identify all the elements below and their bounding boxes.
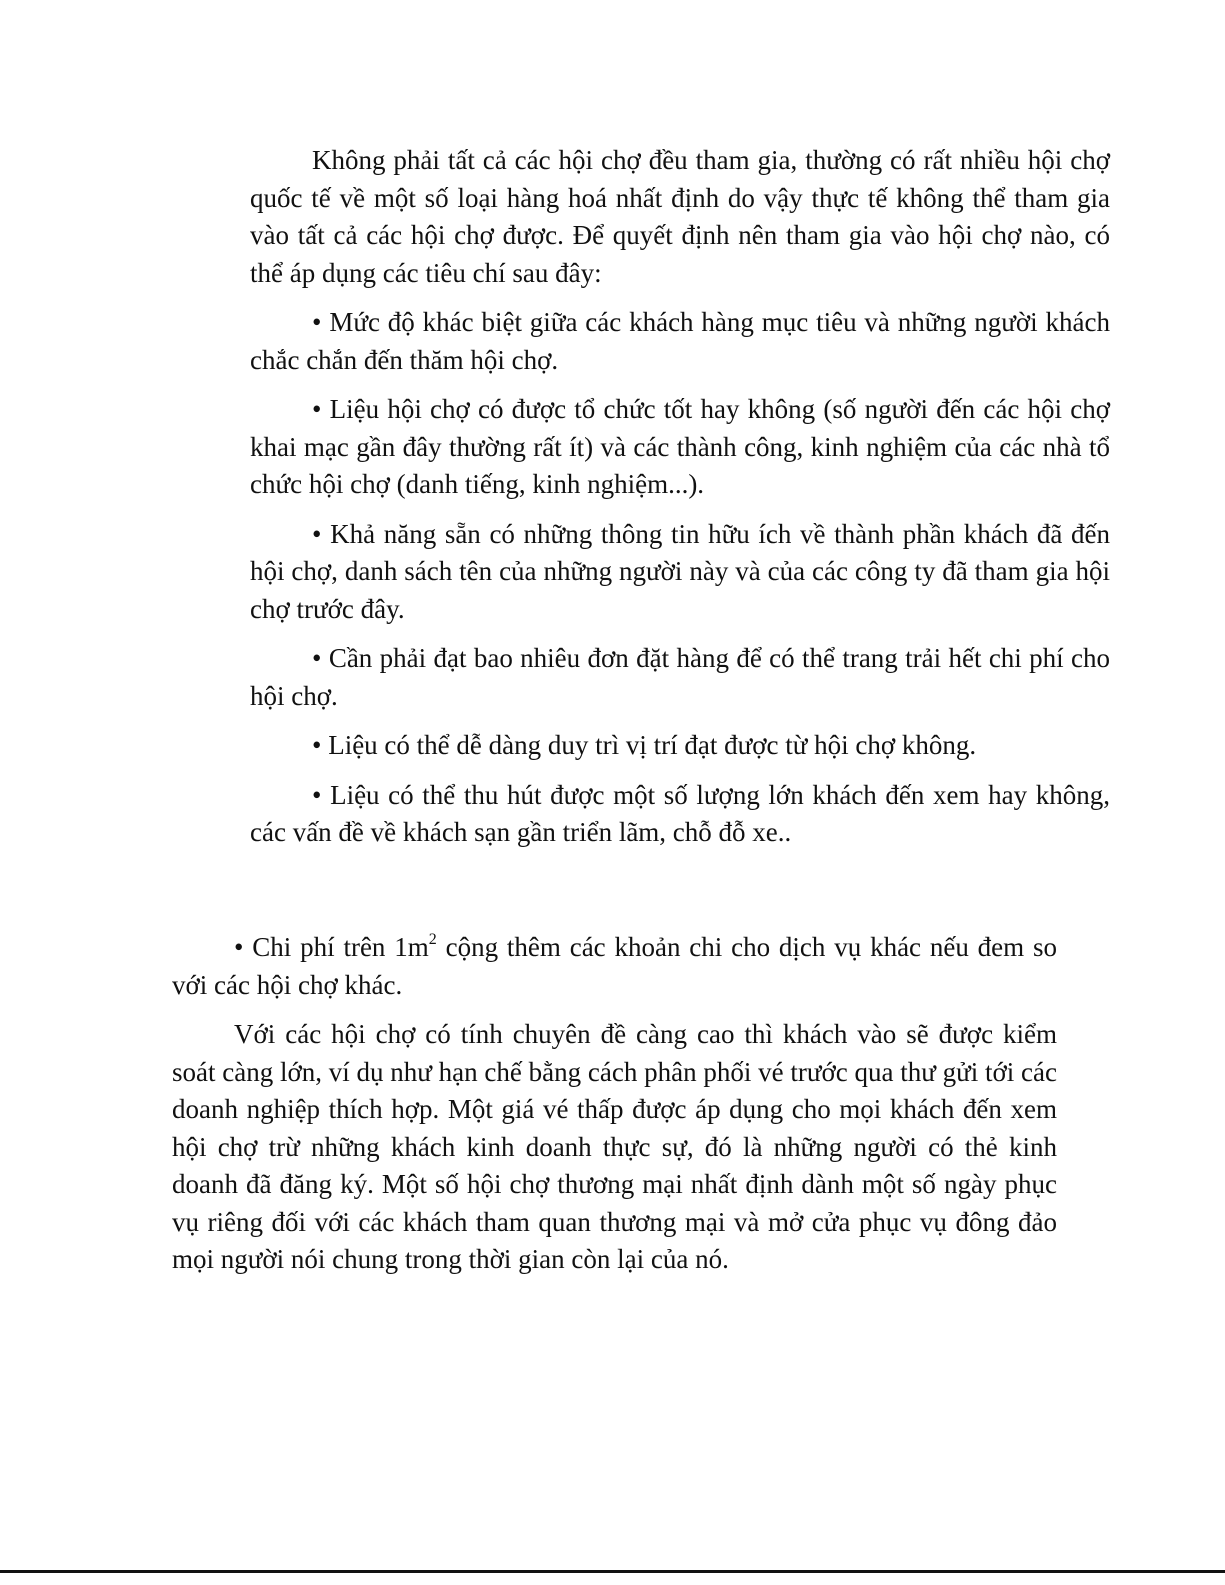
criterion-text: Liệu có thể thu hút được một số lượng lớn khách đến xem hay không, các vấn đề về khách sạn gần triển lãm, chỗ đỗ xe.. xyxy=(250,779,1110,847)
criterion-customer-difference xyxy=(250,304,1110,379)
cost-text-start: Chi phí trên 1m xyxy=(252,932,429,962)
criterion-visitor-info xyxy=(250,516,1110,629)
criterion-orders-needed xyxy=(250,640,1110,715)
bullet-icon: • xyxy=(312,643,322,673)
criterion-position xyxy=(250,727,1110,765)
criterion-cost-per-m2 xyxy=(172,929,1057,1004)
criterion-text: Liệu hội chợ có được tổ chức tốt hay không (số người đến các hội chợ khai mạc gần đây thường rất ít) và các thành công, kinh nghiệm của các nhà tổ chức hội chợ (danh tiếng, kinh nghiệm...). xyxy=(250,394,1110,499)
intro-paragraph: Không phải tất cả các hội chợ đều tham gia, thường có rất nhiều hội chợ quốc tế về một số loại hàng hoá nhất định do vậy thực tế không thể tham gia vào tất cả các hội chợ được. Để quyết định nên tham gia vào hội chợ nào, có thể áp dụng các tiêu chí sau đây: xyxy=(250,145,1110,288)
bullet-icon: • xyxy=(312,394,322,424)
cost-text-end: cộng thêm các khoản chi cho dịch vụ khác nếu đem so với các hội chợ khác. xyxy=(172,932,1057,1000)
lower-text-section xyxy=(172,929,1057,1291)
criterion-text: Mức độ khác biệt giữa các khách hàng mục tiêu và những người khách chắc chắn đến thăm hội chợ. xyxy=(250,307,1110,375)
upper-text-section xyxy=(250,142,1110,864)
closing-paragraph: Với các hội chợ có tính chuyên đề càng cao thì khách vào sẽ được kiểm soát càng lớn, ví dụ như hạn chế bằng cách phân phối vé trước qua thư gửi tới các doanh nghiệp thích hợp. Một giá vé thấp được áp dụng cho mọi khách đến xem hội chợ trừ những khách kinh doanh thực sự, đó là những người có thẻ kinh doanh đã đăng ký. Một số hội chợ thương mại nhất định dành một số ngày phục vụ riêng đối với các khách tham quan thương mại và mở cửa phục vụ đông đảo mọi người nói chung trong thời gian còn lại của nó. xyxy=(172,1019,1057,1274)
criterion-text: Khả năng sẵn có những thông tin hữu ích về thành phần khách đã đến hội chợ, danh sách tên của những người này và của các công ty đã tham gia hội chợ trước đây. xyxy=(250,518,1111,624)
bullet-icon: • xyxy=(312,779,322,810)
superscript-two: 2 xyxy=(428,931,437,948)
page-bottom-border xyxy=(0,1570,1225,1573)
bullet-icon: • xyxy=(312,307,322,337)
criterion-text: Cần phải đạt bao nhiêu đơn đặt hàng để có thể trang trải hết chi phí cho hội chợ. xyxy=(250,643,1111,711)
criterion-text: Liệu có thể dễ dàng duy trì vị trí đạt được từ hội chợ không. xyxy=(328,730,977,760)
criterion-attract-visitors xyxy=(250,777,1110,852)
criterion-organization xyxy=(250,391,1110,504)
bullet-icon: • xyxy=(234,932,244,962)
bullet-icon: • xyxy=(312,518,322,549)
bullet-icon: • xyxy=(312,730,322,760)
